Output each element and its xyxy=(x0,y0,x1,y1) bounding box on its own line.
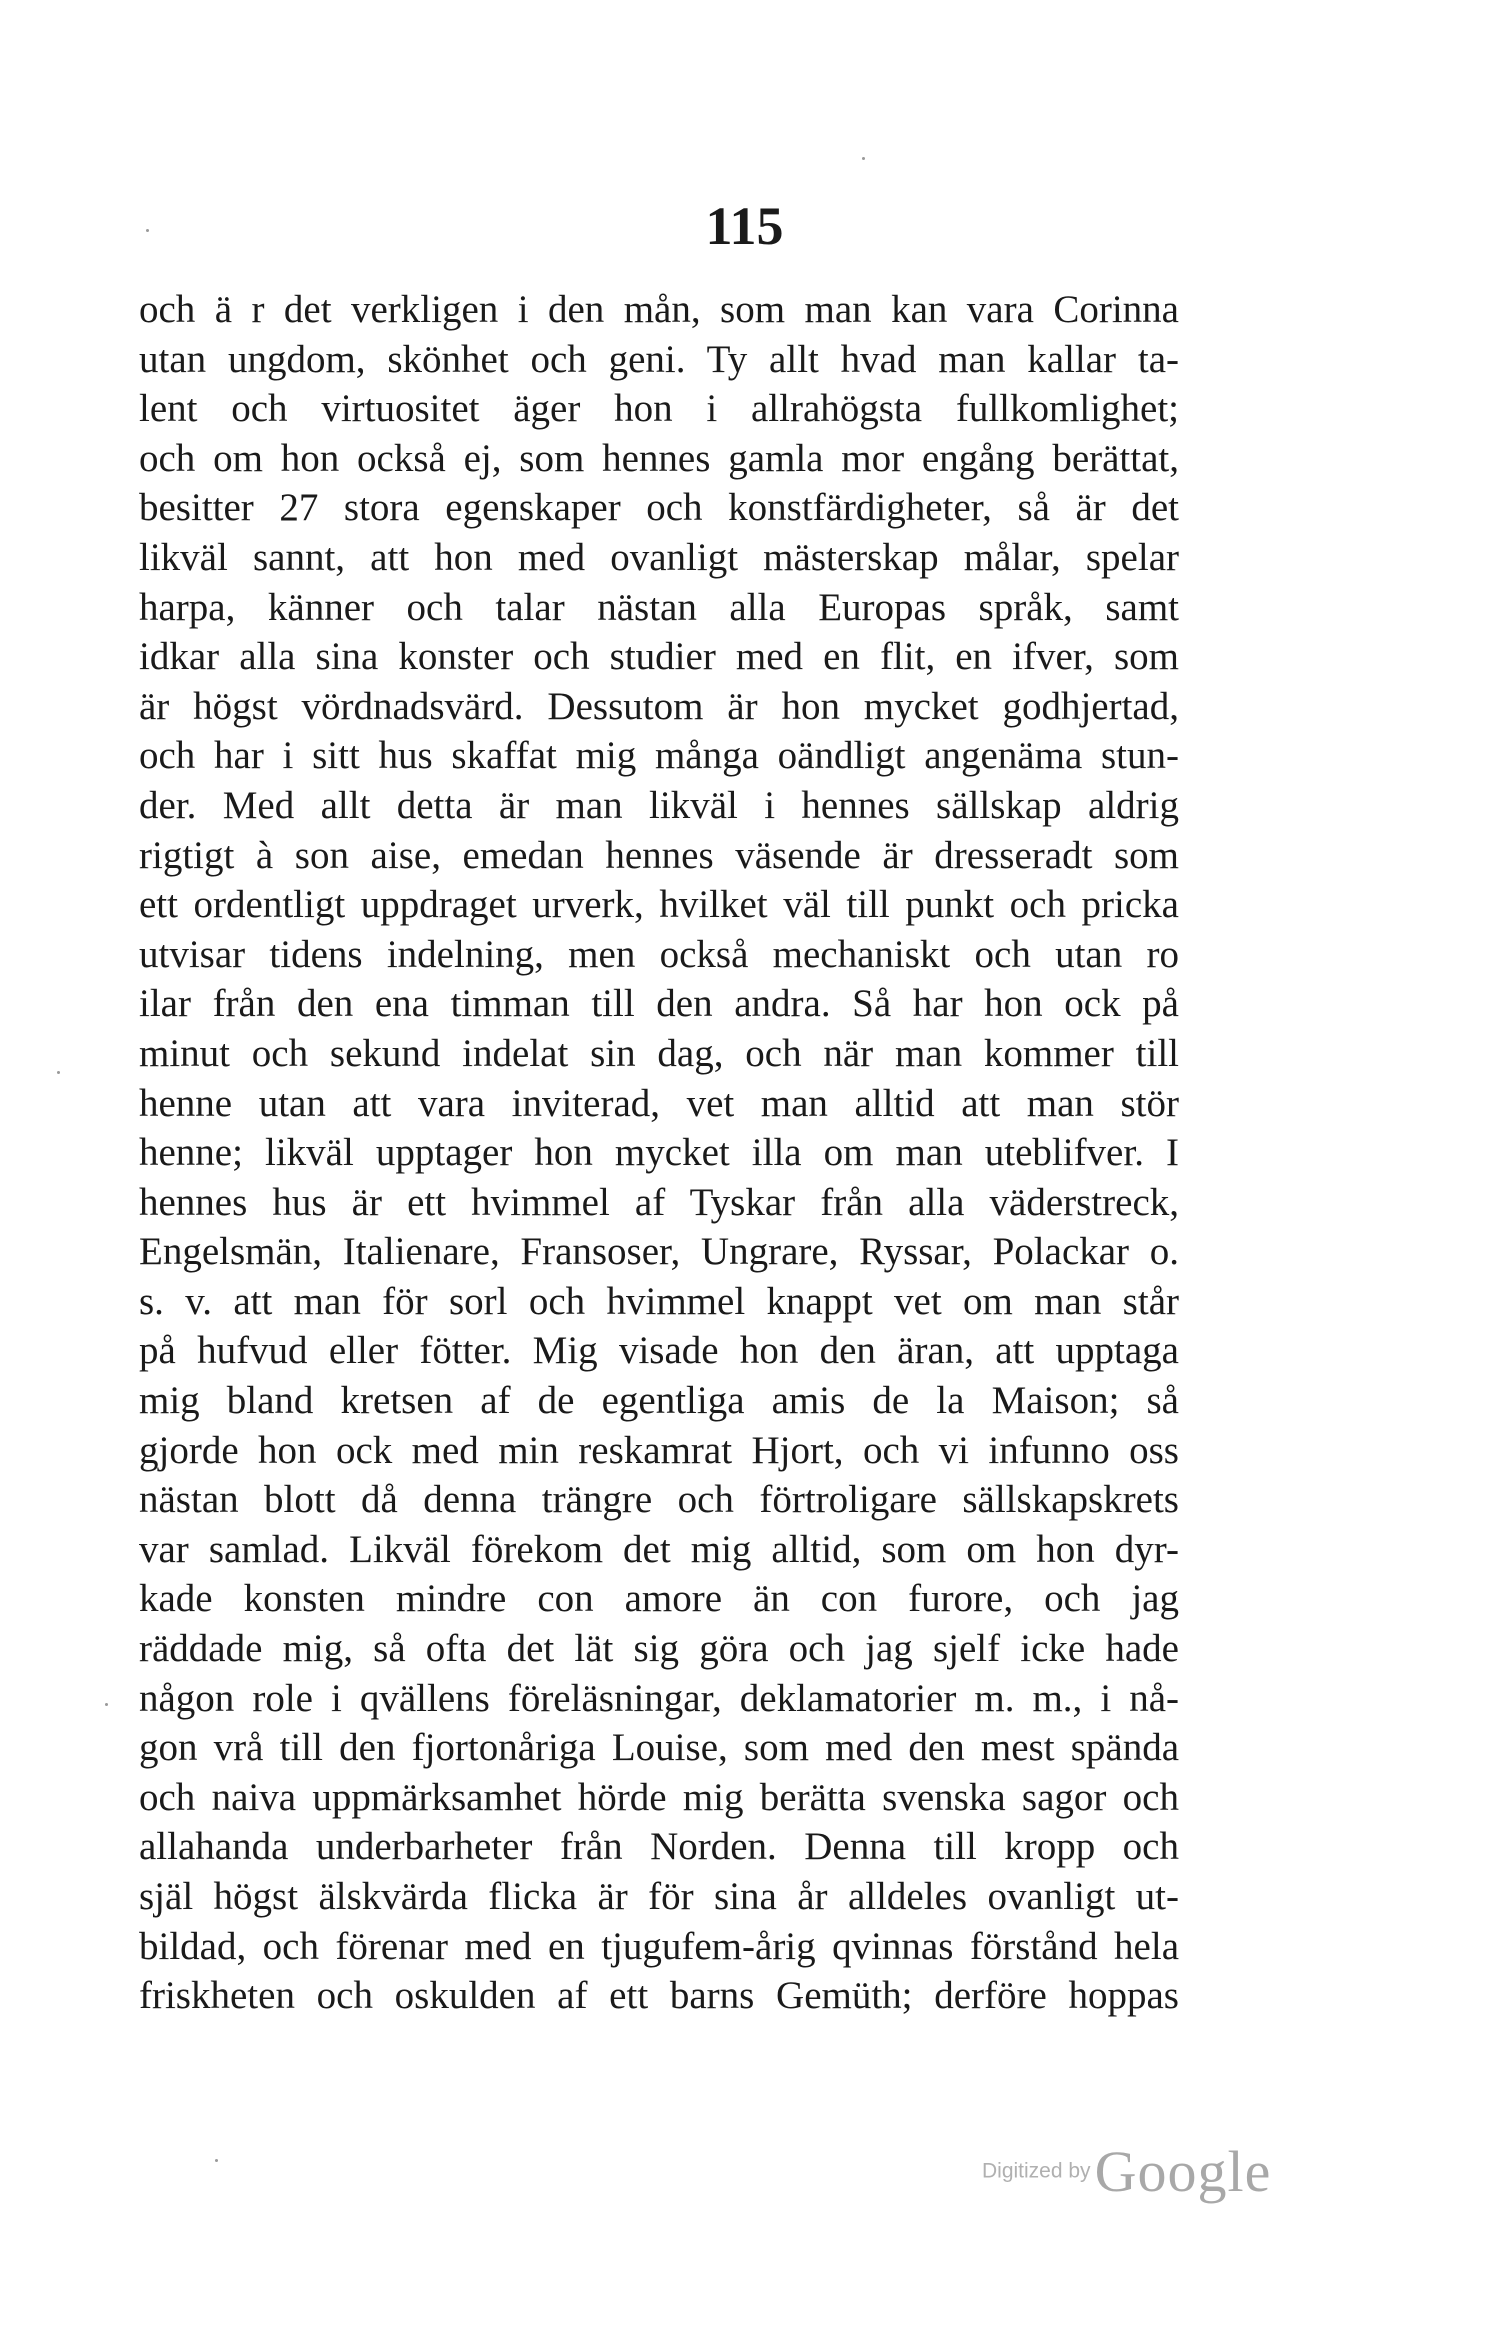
text-line: henne; likväl upptager hon mycket illa om man uteblifver. I xyxy=(139,1131,1179,1175)
page-number: 115 xyxy=(705,196,784,256)
text-line: friskheten och oskulden af ett barns Gemüth; derföre hoppas xyxy=(139,1974,1179,2018)
text-line: likväl sannt, att hon med ovanligt mästerskap målar, spelar xyxy=(139,535,1179,579)
text-line: ett ordentligt uppdraget urverk, hvilket väl till punkt och pricka xyxy=(139,883,1179,927)
text-line: räddade mig, så ofta det lät sig göra och jag sjelf icke hade xyxy=(139,1627,1179,1671)
text-line: rigtigt à son aise, emedan hennes väsende är dresseradt som xyxy=(139,833,1179,877)
text-line: och har i sitt hus skaffat mig många oändligt angenäma stun- xyxy=(139,734,1179,778)
text-line: nästan blott då denna trängre och förtroligare sällskapskrets xyxy=(139,1478,1179,1522)
google-logo: Google xyxy=(1094,2139,1272,2204)
text-line: minut och sekund indelat sin dag, och när man kommer till xyxy=(139,1031,1179,1075)
digitized-watermark xyxy=(982,2138,1271,2205)
text-line: och naiva uppmärksamhet hörde mig berätta svenska sagor och xyxy=(139,1775,1179,1819)
text-line: utan ungdom, skönhet och geni. Ty allt hvad man kallar ta- xyxy=(139,337,1179,381)
text-line: harpa, känner och talar nästan alla Europas språk, samt xyxy=(139,585,1179,629)
paper-speck xyxy=(862,157,865,160)
text-line: allahanda underbarheter från Norden. Denna till kropp och xyxy=(139,1825,1179,1869)
text-line: lent och virtuositet äger hon i allrahögsta fullkomlighet; xyxy=(139,387,1179,431)
text-line: är högst vördnadsvärd. Dessutom är hon mycket godhjertad, xyxy=(139,684,1179,728)
text-line: och om hon också ej, som hennes gamla mor engång berättat, xyxy=(139,436,1179,480)
text-line: var samlad. Likväl förekom det mig alltid, som om hon dyr- xyxy=(139,1527,1179,1571)
text-line: gjorde hon ock med min reskamrat Hjort, och vi infunno oss xyxy=(139,1428,1179,1472)
digitized-by-label: Digitized by xyxy=(982,2159,1091,2183)
text-line: der. Med allt detta är man likväl i hennes sällskap aldrig xyxy=(139,783,1179,827)
text-line: utvisar tidens indelning, men också mechaniskt och utan ro xyxy=(139,932,1179,976)
text-line: bildad, och förenar med en tjugufem-årig qvinnas förstånd hela xyxy=(139,1924,1179,1968)
text-line: kade konsten mindre con amore än con furore, och jag xyxy=(139,1577,1179,1621)
text-line: henne utan att vara inviterad, vet man alltid att man stör xyxy=(139,1081,1179,1125)
text-line: besitter 27 stora egenskaper och konstfärdigheter, så är det xyxy=(139,486,1179,530)
text-line: mig bland kretsen af de egentliga amis de la Maison; så xyxy=(139,1379,1179,1423)
text-line: idkar alla sina konster och studier med en flit, en ifver, som xyxy=(139,635,1179,679)
body-text xyxy=(139,285,1179,2021)
text-line: någon role i qvällens föreläsningar, deklamatorier m. m., i nå- xyxy=(139,1676,1179,1720)
paper-speck xyxy=(146,229,149,232)
text-line: och ä r det verkligen i den mån, som man kan vara Corinna xyxy=(139,288,1179,331)
paper-speck xyxy=(57,1071,60,1074)
text-line: s. v. att man för sorl och hvimmel knappt vet om man står xyxy=(139,1279,1179,1323)
text-line: Engelsmän, Italienare, Fransoser, Ungrare, Ryssar, Polackar o. xyxy=(139,1230,1179,1274)
paper-speck xyxy=(105,1703,108,1706)
text-line: gon vrå till den fjortonåriga Louise, som med den mest spända xyxy=(139,1726,1179,1770)
text-line: hennes hus är ett hvimmel af Tyskar från alla väderstreck, xyxy=(139,1180,1179,1224)
paper-speck xyxy=(215,2159,218,2162)
text-line: ilar från den ena timman till den andra. Så har hon ock på xyxy=(139,982,1179,1026)
text-line: själ högst älskvärda flicka är för sina år alldeles ovanligt ut- xyxy=(139,1875,1179,1918)
text-line: på hufvud eller fötter. Mig visade hon den äran, att upptaga xyxy=(139,1329,1179,1373)
